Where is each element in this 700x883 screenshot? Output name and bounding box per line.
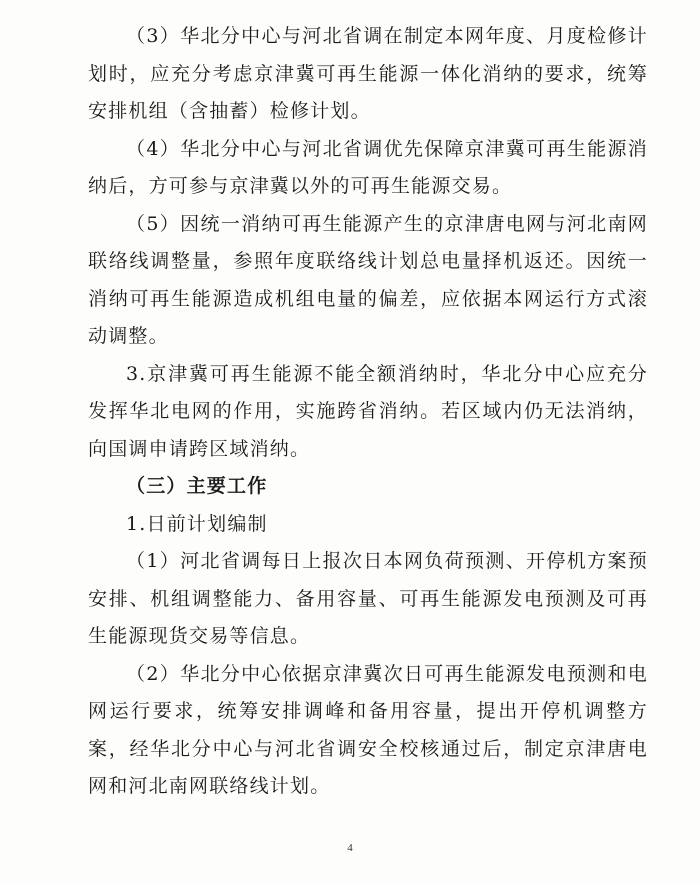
paragraph-plan-item-1: （1）河北省调每日上报次日本网负荷预测、开停机方案预安排、机组调整能力、备用容量、可再生能源发电预测及可再生能源现货交易等信息。 [88,550,648,647]
paragraph-item-4: （4）华北分中心与河北省调优先保障京津冀可再生能源消纳后，方可参与京津冀以外的可再生能源交易。 [88,137,648,197]
page-number: 4 [347,842,353,854]
paragraph-plan-item-2: （2）华北分中心依据京津冀次日可再生能源发电预测和电网运行要求，统筹安排调峰和备用容量，提出开停机调整方案，经华北分中心与河北省调安全校核通过后，制定京津唐电网和河北南网联络线计划。 [88,662,648,797]
paragraph-item-3: （3）华北分中心与河北省调在制定本网年度、月度检修计划时，应充分考虑京津冀可再生能源一体化消纳的要求，统筹安排机组（含抽蓄）检修计划。 [88,25,648,122]
document-body [88,18,648,806]
subsection-heading-day-ahead-plan: 1.日前计划编制 [126,512,268,535]
section-heading-main-work: （三）主要工作 [126,475,268,497]
paragraph-item-5: （5）因统一消纳可再生能源产生的京津唐电网与河北南网联络线调整量，参照年度联络线计划总电量择机返还。因统一消纳可再生能源造成机组电量的偏差，应依据本网运行方式滚动调整。 [88,212,648,347]
paragraph-section-3: 3.京津冀可再生能源不能全额消纳时，华北分中心应充分发挥华北电网的作用，实施跨省消纳。若区域内仍无法消纳，向国调申请跨区域消纳。 [88,362,648,460]
